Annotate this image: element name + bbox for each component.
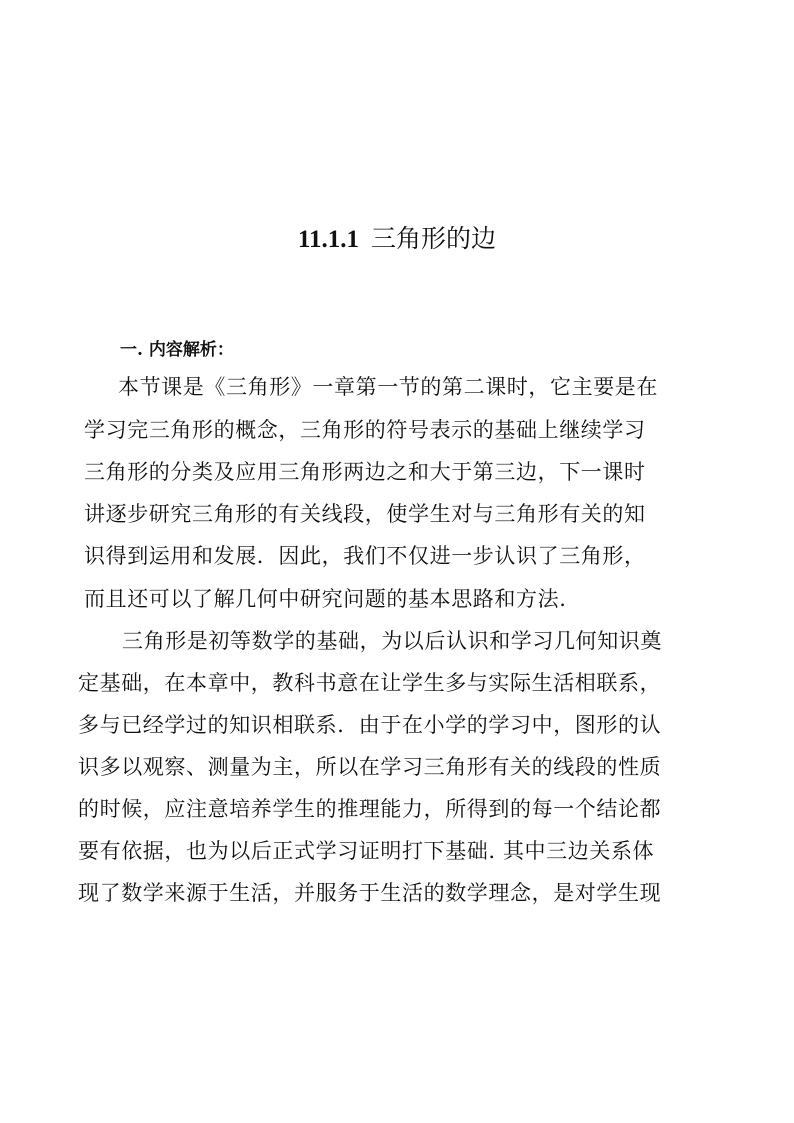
- page-title: [0, 222, 794, 257]
- title-text: 三角形的边: [371, 224, 497, 253]
- paragraph-1-line: 三角形的分类及应用三角形两边之和大于第三边，下一课时: [84, 460, 646, 484]
- paragraph-1-line: 而且还可以了解几何中研究问题的基本思路和方法.: [84, 587, 567, 611]
- paragraph-1-line: 本节课是《三角形》一章第一节的第二课时，它主要是在: [118, 375, 658, 399]
- paragraph-1-line: 讲逐步研究三角形的有关线段，使学生对与三角形有关的知: [84, 502, 646, 526]
- paragraph-2-line: 现了数学来源于生活，并服务于生活的数学理念，是对学生现: [78, 881, 662, 905]
- paragraph-2-line: 要有依据，也为以后正式学习证明打下基础. 其中三边关系体: [78, 839, 655, 863]
- section-number: 11.1.1: [297, 226, 360, 253]
- paragraph-2-line: 的时候，应注意培养学生的推理能力，所得到的每一个结论都: [78, 797, 662, 821]
- paragraph-2-line: 三角形是初等数学的基础，为以后认识和学习几何知识奠: [122, 629, 662, 653]
- paragraph-2-line: 定基础，在本章中，教科书意在让学生多与实际生活相联系，: [78, 671, 662, 695]
- paragraph-2-line: 识多以观察、测量为主，所以在学习三角形有关的线段的性质: [78, 755, 662, 779]
- paragraph-2-line: 多与已经学过的知识相联系．由于在小学的学习中，图形的认: [78, 713, 662, 737]
- section-heading: 一. 内容解析：: [120, 340, 234, 360]
- paragraph-1-line: 识得到运用和发展．因此，我们不仅进一步认识了三角形，: [84, 544, 646, 568]
- paragraph-1-line: 学习完三角形的概念，三角形的符号表示的基础上继续学习: [84, 418, 646, 442]
